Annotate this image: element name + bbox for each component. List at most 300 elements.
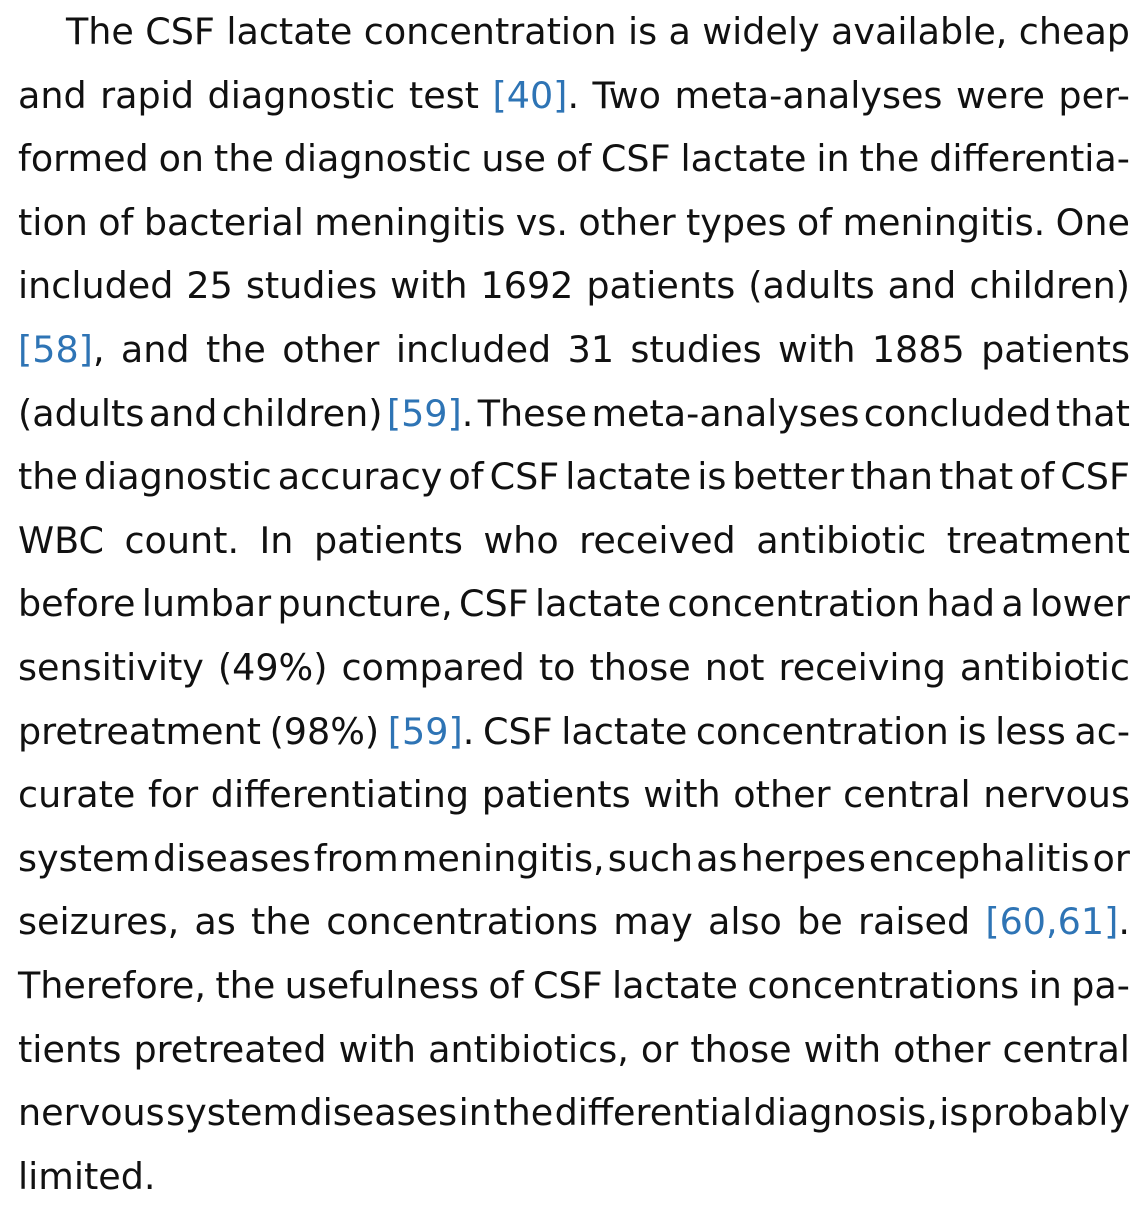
text-line <box>18 509 1130 573</box>
word-text: puncture, <box>277 582 453 626</box>
word <box>565 445 691 509</box>
word <box>533 954 603 1018</box>
word-text: lactate <box>226 10 353 53</box>
word <box>18 572 135 636</box>
word-text: children) <box>221 391 383 435</box>
word-text: CSF <box>532 963 603 1007</box>
text-line <box>18 64 1130 128</box>
word-text: that <box>1055 391 1130 435</box>
word-text: than <box>850 455 934 499</box>
word-text: of <box>448 455 484 499</box>
text-line <box>18 191 1130 255</box>
word-text: of <box>98 200 134 244</box>
word-text: lactate <box>534 582 661 626</box>
word-text: lactate <box>565 455 692 499</box>
word-text: ac- <box>1074 709 1130 753</box>
text-line <box>18 382 1130 446</box>
word <box>1001 572 1023 636</box>
word-text: CSF <box>145 10 215 53</box>
word <box>1029 954 1062 1018</box>
word <box>641 1018 678 1082</box>
word-text: the <box>215 963 276 1007</box>
word-text: (adults <box>748 264 875 308</box>
text-line <box>18 318 1130 382</box>
word <box>282 318 379 382</box>
word <box>705 636 765 700</box>
word <box>1019 0 1130 64</box>
word-text: . <box>567 73 580 117</box>
word <box>516 191 568 255</box>
word-text: who <box>483 518 559 562</box>
word <box>121 318 190 382</box>
word-text: In <box>259 518 294 562</box>
word-text: a <box>1001 582 1024 626</box>
word-text: of <box>1019 455 1055 499</box>
word <box>778 318 855 382</box>
word <box>556 127 591 191</box>
word <box>667 572 920 636</box>
word <box>159 127 204 191</box>
word <box>300 1081 458 1145</box>
word <box>939 445 1013 509</box>
word-text: raised <box>857 900 971 944</box>
word-text: CSF <box>489 455 560 499</box>
word <box>741 827 866 891</box>
word-text: such <box>607 836 694 880</box>
word-text: had <box>926 582 996 626</box>
word <box>970 1081 1130 1145</box>
word <box>493 1081 553 1145</box>
word-text: meningitis. <box>842 200 1046 244</box>
word <box>733 763 830 827</box>
word-text: or <box>640 1027 679 1071</box>
word-text: with <box>390 264 468 308</box>
word <box>124 509 239 573</box>
word <box>208 64 396 128</box>
word <box>18 1145 156 1208</box>
word-text: (98%) <box>269 709 380 753</box>
word <box>388 700 475 764</box>
word-text: that <box>939 455 1014 499</box>
word <box>18 254 173 318</box>
word-text: available, <box>831 10 1008 53</box>
word <box>206 318 266 382</box>
word-text: is <box>957 709 987 753</box>
word-text: CSF <box>459 582 529 626</box>
word <box>578 191 675 255</box>
word <box>490 445 560 509</box>
word <box>1071 954 1130 1018</box>
word-text: studies <box>245 264 378 308</box>
word <box>779 636 946 700</box>
word-text: concentration <box>695 709 949 753</box>
word-text: patients <box>481 773 631 817</box>
word-text: children) <box>969 264 1130 308</box>
citation-link[interactable]: [40] <box>492 73 568 117</box>
word-text: included <box>18 264 174 308</box>
word <box>1074 700 1130 764</box>
word <box>926 572 995 636</box>
word <box>754 1081 938 1145</box>
word-text: types <box>685 200 787 244</box>
word-text: and <box>120 327 190 371</box>
word <box>387 382 474 446</box>
word <box>100 64 194 128</box>
word-text: receiving <box>778 645 946 689</box>
word <box>84 445 272 509</box>
word <box>341 636 524 700</box>
word <box>690 1018 791 1082</box>
word-text: limited. <box>18 1154 156 1198</box>
word-text: patients <box>586 264 736 308</box>
word-text: One <box>1055 200 1130 244</box>
word <box>488 954 523 1018</box>
word <box>98 191 133 255</box>
word <box>214 127 274 191</box>
word <box>246 254 377 318</box>
word-text: for <box>147 773 199 817</box>
text-line <box>18 890 1130 954</box>
word <box>481 127 546 191</box>
word-text: 1692 <box>480 264 574 308</box>
word-text: concentration <box>667 582 921 626</box>
word <box>995 700 1066 764</box>
word-text: is <box>697 455 727 499</box>
word-text: of <box>488 963 524 1007</box>
word-text: to <box>538 645 576 689</box>
word-text: use <box>481 137 547 181</box>
word <box>211 763 469 827</box>
word-text: . <box>461 391 474 435</box>
word <box>493 64 580 128</box>
word <box>390 254 467 318</box>
word-text: with <box>778 327 856 371</box>
word-text: tients <box>18 1027 122 1071</box>
word <box>601 127 671 191</box>
text-line <box>18 445 1130 509</box>
word <box>339 1018 416 1082</box>
word-text: system <box>18 836 150 880</box>
word-text: diagnostic <box>283 137 472 181</box>
word <box>483 509 558 573</box>
word <box>402 827 605 891</box>
word-text: treatment <box>946 518 1130 562</box>
word <box>18 1018 121 1082</box>
word-text: pretreated <box>133 1027 327 1071</box>
word-text: of <box>555 137 592 181</box>
text-line <box>18 827 1130 891</box>
citation-link[interactable]: [59] <box>387 709 463 753</box>
word-text: formed <box>18 137 149 181</box>
text-line <box>18 0 1130 64</box>
word-text: count. <box>124 518 240 562</box>
word <box>612 954 738 1018</box>
word-text: or <box>1092 836 1130 880</box>
word-text: nervous <box>18 1091 165 1135</box>
word <box>1060 445 1130 509</box>
word <box>314 509 463 573</box>
word <box>797 191 832 255</box>
word <box>586 254 735 318</box>
word <box>18 445 78 509</box>
word-text: studies <box>630 327 762 371</box>
word-text: were <box>955 73 1045 117</box>
word-text: concentrations <box>747 963 1020 1007</box>
word-text: encephalitis <box>868 836 1090 880</box>
text-line <box>18 1145 1130 1208</box>
word-text: with <box>803 1027 882 1071</box>
word-text: may <box>613 900 693 944</box>
word <box>816 127 849 191</box>
word <box>482 763 631 827</box>
word-text: other <box>733 773 831 817</box>
word <box>148 763 198 827</box>
word-text: probably <box>969 1091 1130 1135</box>
text-line <box>18 763 1130 827</box>
word <box>589 636 690 700</box>
word-text: central <box>1002 1027 1130 1071</box>
word-text: meningitis <box>314 200 506 244</box>
word <box>428 1018 629 1082</box>
word <box>314 827 399 891</box>
word <box>18 191 88 255</box>
word <box>804 1018 881 1082</box>
word-text: before <box>18 582 136 626</box>
word <box>929 127 1130 191</box>
word-text: (49%) <box>217 645 328 689</box>
word <box>481 254 574 318</box>
word-text: and <box>148 391 218 435</box>
word-text: meningitis, <box>401 836 605 880</box>
word <box>218 636 328 700</box>
word <box>18 763 135 827</box>
word <box>153 827 311 891</box>
word <box>680 127 806 191</box>
word-text: is <box>939 1091 969 1135</box>
word <box>579 509 736 573</box>
word-text: WBC <box>18 518 104 562</box>
text-line <box>18 954 1130 1018</box>
word <box>66 0 134 64</box>
word-text: seizures, <box>18 900 180 944</box>
word <box>756 509 926 573</box>
word-text: the <box>251 900 311 944</box>
word <box>260 509 294 573</box>
word-text: other <box>282 327 380 371</box>
word <box>696 700 949 764</box>
word <box>18 700 261 764</box>
word-text: differentiating <box>210 773 470 817</box>
word <box>18 954 206 1018</box>
word-text: widely <box>702 10 820 53</box>
text-line <box>18 1018 1130 1082</box>
word-text: as <box>194 900 236 944</box>
word <box>149 382 218 446</box>
word-text: rapid <box>100 73 195 117</box>
word <box>864 382 1052 446</box>
word-text: a <box>668 10 691 53</box>
word-text: is <box>627 10 658 53</box>
word-text: less <box>995 709 1066 753</box>
document-page <box>18 0 1130 1208</box>
word <box>459 572 529 636</box>
word <box>568 318 614 382</box>
word-text: other <box>893 1027 991 1071</box>
word <box>326 890 598 954</box>
word-text: usefulness <box>284 963 480 1007</box>
word <box>555 1081 753 1145</box>
word <box>18 64 87 128</box>
word-text: meta-analyses <box>591 391 860 435</box>
word <box>732 445 844 509</box>
word <box>985 890 1130 954</box>
word <box>144 191 304 255</box>
word <box>251 890 311 954</box>
word-text: These <box>477 391 588 435</box>
citation-link[interactable]: [58] <box>18 327 93 371</box>
word-text: CSF <box>482 709 553 753</box>
word-text: received <box>579 518 736 562</box>
word-text: with <box>338 1027 417 1071</box>
word <box>18 382 144 446</box>
word-text: concentration <box>363 10 617 53</box>
word-text: antibiotic <box>756 518 927 562</box>
word <box>539 636 576 700</box>
word <box>448 445 483 509</box>
word <box>145 0 215 64</box>
word <box>18 318 105 382</box>
word-text: better <box>732 455 845 499</box>
word <box>669 0 691 64</box>
word <box>702 0 819 64</box>
word <box>1030 572 1130 636</box>
word <box>226 0 352 64</box>
word <box>872 318 965 382</box>
word <box>18 127 149 191</box>
word-text: Therefore, <box>18 963 206 1007</box>
word-text: pretreatment <box>18 709 261 753</box>
word <box>459 1081 492 1145</box>
word <box>18 827 150 891</box>
word <box>956 64 1045 128</box>
word-text: lactate <box>611 963 739 1007</box>
word <box>409 64 479 128</box>
word-text: . <box>1118 900 1130 944</box>
word-text: lactate <box>680 137 807 181</box>
word <box>593 64 661 128</box>
word-text: with <box>643 773 721 817</box>
word-text: antibiotic <box>959 645 1130 689</box>
word-text: 25 <box>186 264 233 308</box>
word-text: concentrations <box>326 900 598 944</box>
word-text: (adults <box>18 391 145 435</box>
word-text: pa- <box>1071 963 1130 1007</box>
word-text: tion <box>18 200 88 244</box>
word <box>797 890 843 954</box>
word <box>133 1018 326 1082</box>
word-text: be <box>797 900 843 944</box>
word-text: system <box>166 1091 299 1135</box>
word-text: diseases <box>153 836 311 880</box>
text-line <box>18 636 1130 700</box>
word-text: vs. <box>515 200 569 244</box>
word-text: per- <box>1058 73 1130 117</box>
word <box>186 254 232 318</box>
citation-link[interactable]: [59] <box>386 391 462 435</box>
word <box>747 954 1019 1018</box>
word-text: The <box>66 10 134 53</box>
word-text: differential <box>554 1091 753 1135</box>
word <box>859 127 919 191</box>
word-text: meta-analyses <box>674 73 943 117</box>
word-text: patients <box>981 327 1130 371</box>
word-text: the <box>213 137 274 181</box>
word <box>628 0 657 64</box>
word <box>869 827 1090 891</box>
word <box>314 191 505 255</box>
word <box>270 700 380 764</box>
word <box>215 954 275 1018</box>
word <box>643 763 720 827</box>
word <box>939 1081 968 1145</box>
word-text: central <box>843 773 971 817</box>
body-paragraph <box>18 0 1130 1208</box>
word <box>561 700 687 764</box>
word <box>686 191 787 255</box>
word <box>850 445 933 509</box>
word <box>483 700 553 764</box>
word <box>285 954 479 1018</box>
citation-link[interactable]: [60,61] <box>985 900 1119 944</box>
word <box>674 64 942 128</box>
word <box>18 1081 165 1145</box>
word <box>893 1018 990 1082</box>
word-text: also <box>708 900 782 944</box>
word <box>1056 191 1130 255</box>
word <box>983 763 1130 827</box>
word-text: . <box>462 709 475 753</box>
word-text: bacterial <box>143 200 304 244</box>
word <box>630 318 761 382</box>
word-text: nervous <box>983 773 1130 817</box>
word <box>364 0 617 64</box>
word <box>194 890 235 954</box>
word-text: antibiotics, <box>428 1027 629 1071</box>
word-text: diagnostic <box>207 73 396 117</box>
word <box>284 127 472 191</box>
word-text: those <box>589 645 691 689</box>
word-text: of <box>796 200 833 244</box>
word-text: in <box>458 1091 492 1135</box>
word-text: compared <box>341 645 525 689</box>
word <box>1002 1018 1129 1082</box>
word-text: , <box>92 327 105 371</box>
word-text: diagnosis, <box>753 1091 938 1135</box>
word <box>166 1081 298 1145</box>
word-text: not <box>704 645 765 689</box>
word <box>947 509 1130 573</box>
word <box>396 318 551 382</box>
word <box>613 890 693 954</box>
word <box>831 0 1007 64</box>
word <box>277 572 452 636</box>
word <box>1058 64 1129 128</box>
word <box>981 318 1130 382</box>
word <box>969 254 1130 318</box>
word-text: differentia- <box>929 137 1130 181</box>
word <box>708 890 782 954</box>
word <box>888 254 957 318</box>
